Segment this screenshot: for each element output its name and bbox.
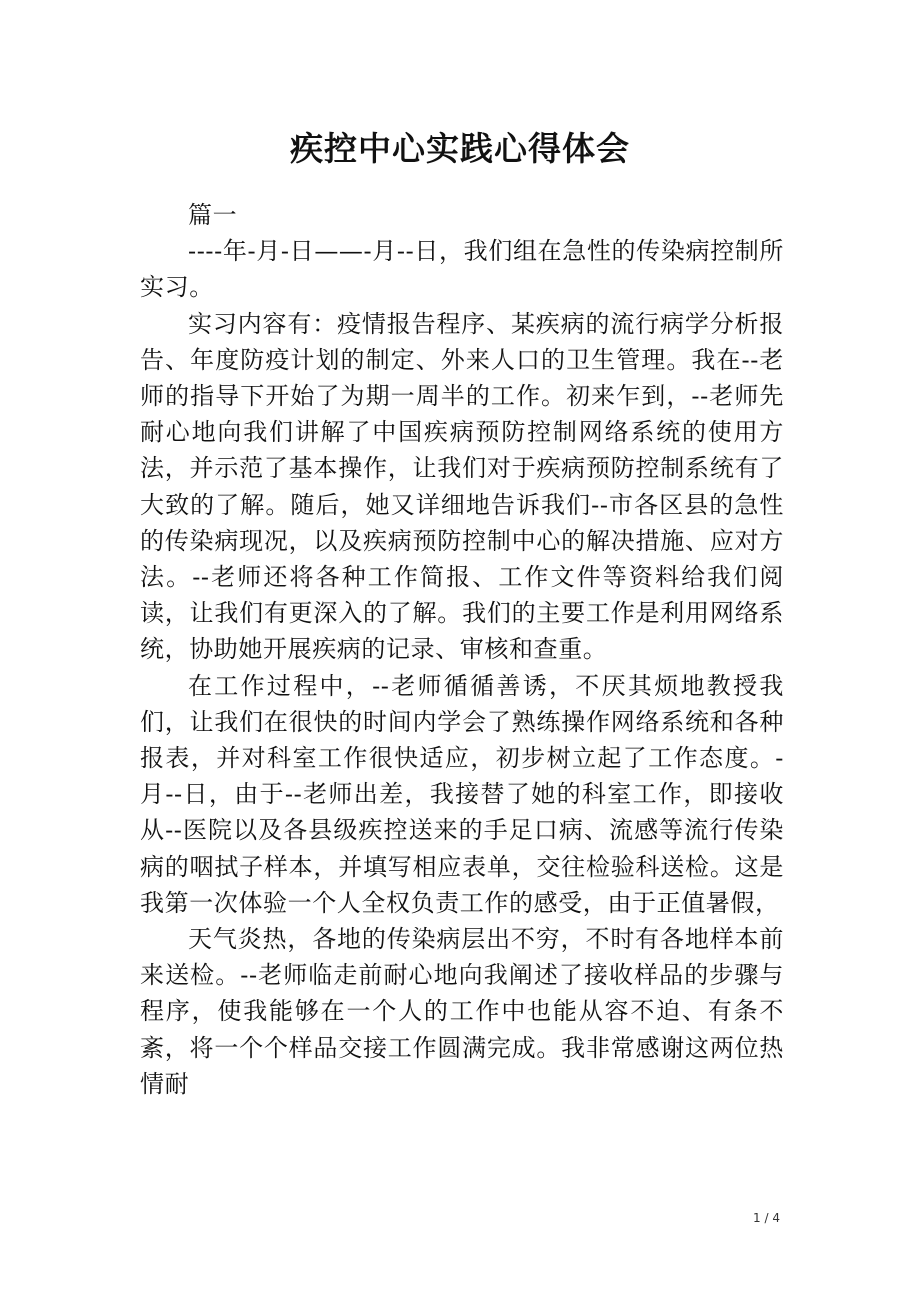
- paragraph: 在工作过程中，--老师循循善诱，不厌其烦地教授我们，让我们在很快的时间内学会了熟练操作网络系统和各种报表，并对科室工作很快适应，初步树立起了工作态度。-月--日，由于--老师出差，我接替了她的科室工作，即接收从--医院以及各县级疾控送来的手足口病、流感等流行传染病的咽拭子样本，并填写相应表单，交往检验科送检。这是我第一次体验一个人全权负责工作的感受，由于正值暑假，: [140, 671, 784, 917]
- page-number: 1 / 4: [753, 1211, 780, 1225]
- document-title: 疾控中心实践心得体会: [290, 129, 630, 168]
- paragraph: 天气炎热，各地的传染病层出不穷，不时有各地样本前来送检。--老师临走前耐心地向我阐述了接收样品的步骤与程序，使我能够在一个人的工作中也能从容不迫、有条不紊，将一个个样品交接工作圆满完成。我非常感谢这两位热情耐: [140, 925, 784, 1098]
- document-body: [140, 197, 784, 1102]
- paragraph: ----年-月-日——-月--日，我们组在急性的传染病控制所实习。: [140, 237, 784, 302]
- paragraph: 实习内容有：疫情报告程序、某疾病的流行病学分析报告、年度防疫计划的制定、外来人口的卫生管理。我在--老师的指导下开始了为期一周半的工作。初来乍到，--老师先耐心地向我们讲解了中国疾病预防控制网络系统的使用方法，并示范了基本操作，让我们对于疾病预防控制系统有了大致的了解。随后，她又详细地告诉我们--市各区县的急性的传染病现况，以及疾病预防控制中心的解决措施、应对方法。--老师还将各种工作简报、工作文件等资料给我们阅读，让我们有更深入的了解。我们的主要工作是利用网络系统，协助她开展疾病的记录、审核和查重。: [140, 309, 784, 664]
- paragraph-section-heading: 篇一: [188, 201, 238, 229]
